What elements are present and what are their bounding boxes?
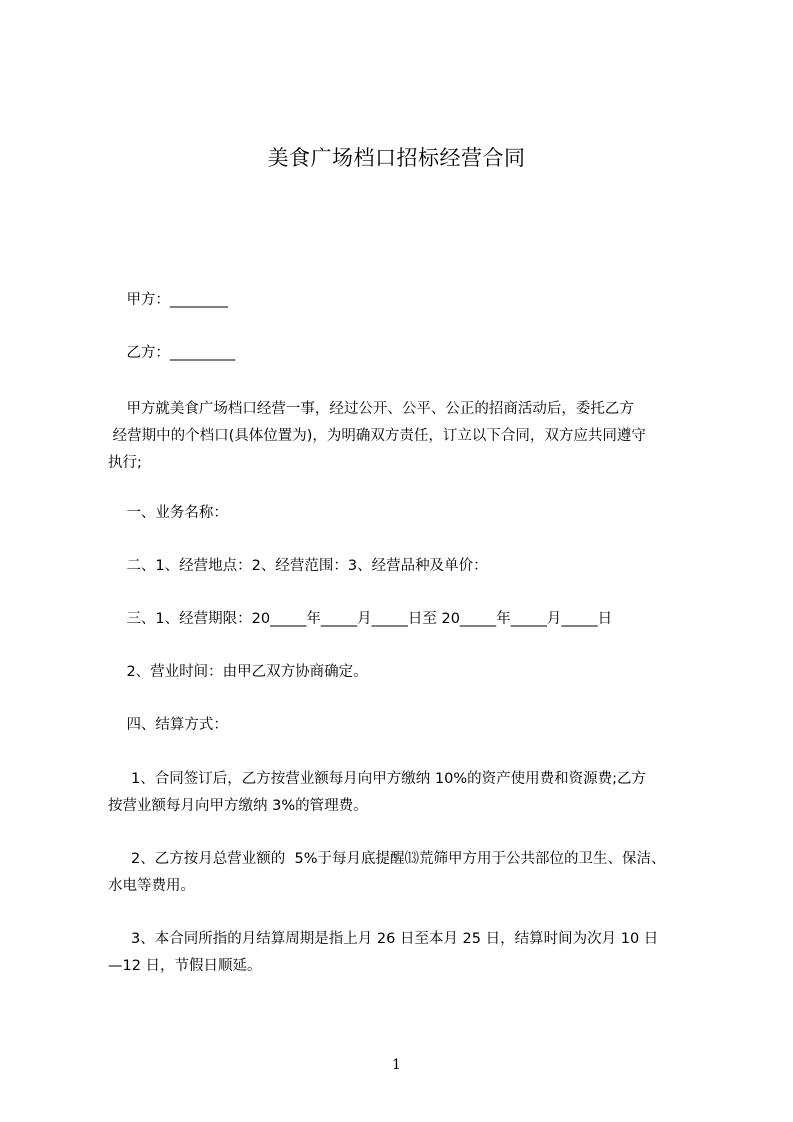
section-4-item-2: 2、乙方按月总营业额的 5%于每月底提醒⒀荒筛甲方用于公共部位的卫生、保洁、 水电等费用。 xyxy=(108,851,666,894)
section-3-hours-line: 2、营业时间：由甲乙双方协商确定。 xyxy=(108,664,368,680)
section-2-line: 二、1、经营地点：2、经营范围：3、经营品种及单价： xyxy=(108,558,488,574)
page-number: 1 xyxy=(392,1057,401,1073)
document-title: 美食广场档口招标经营合同 xyxy=(267,146,526,170)
section-4-item-1: 1、合同签订后，乙方按营业额每月向甲方缴纳 10%的资产使用费和资源费;乙方 按营业额每月向甲方缴纳 3%的管理费。 xyxy=(108,771,646,814)
section-4-heading: 四、结算方式： xyxy=(108,717,228,733)
intro-paragraph: 甲方就美食广场档口经营一事，经过公开、公平、公正的招商活动后，委托乙方 经营期中的个档口(具体位置为)，为明确双方责任，订立以下合同，双方应共同遵守 执行; xyxy=(108,401,646,471)
section-4-item-3: 3、本合同所指的月结算周期是指上月 26 日至本月 25 日，结算时间为次月 10 日 —12 日，节假日顺延。 xyxy=(108,931,659,974)
section-3-term-line: 三、1、经营期限：20_____年_____月_____日至 20_____年_____月_____日 xyxy=(108,611,613,627)
section-1-heading: 一、业务名称： xyxy=(108,505,228,521)
party-b-line: 乙方：_________ xyxy=(108,345,236,361)
party-a-line: 甲方：________ xyxy=(108,292,228,308)
